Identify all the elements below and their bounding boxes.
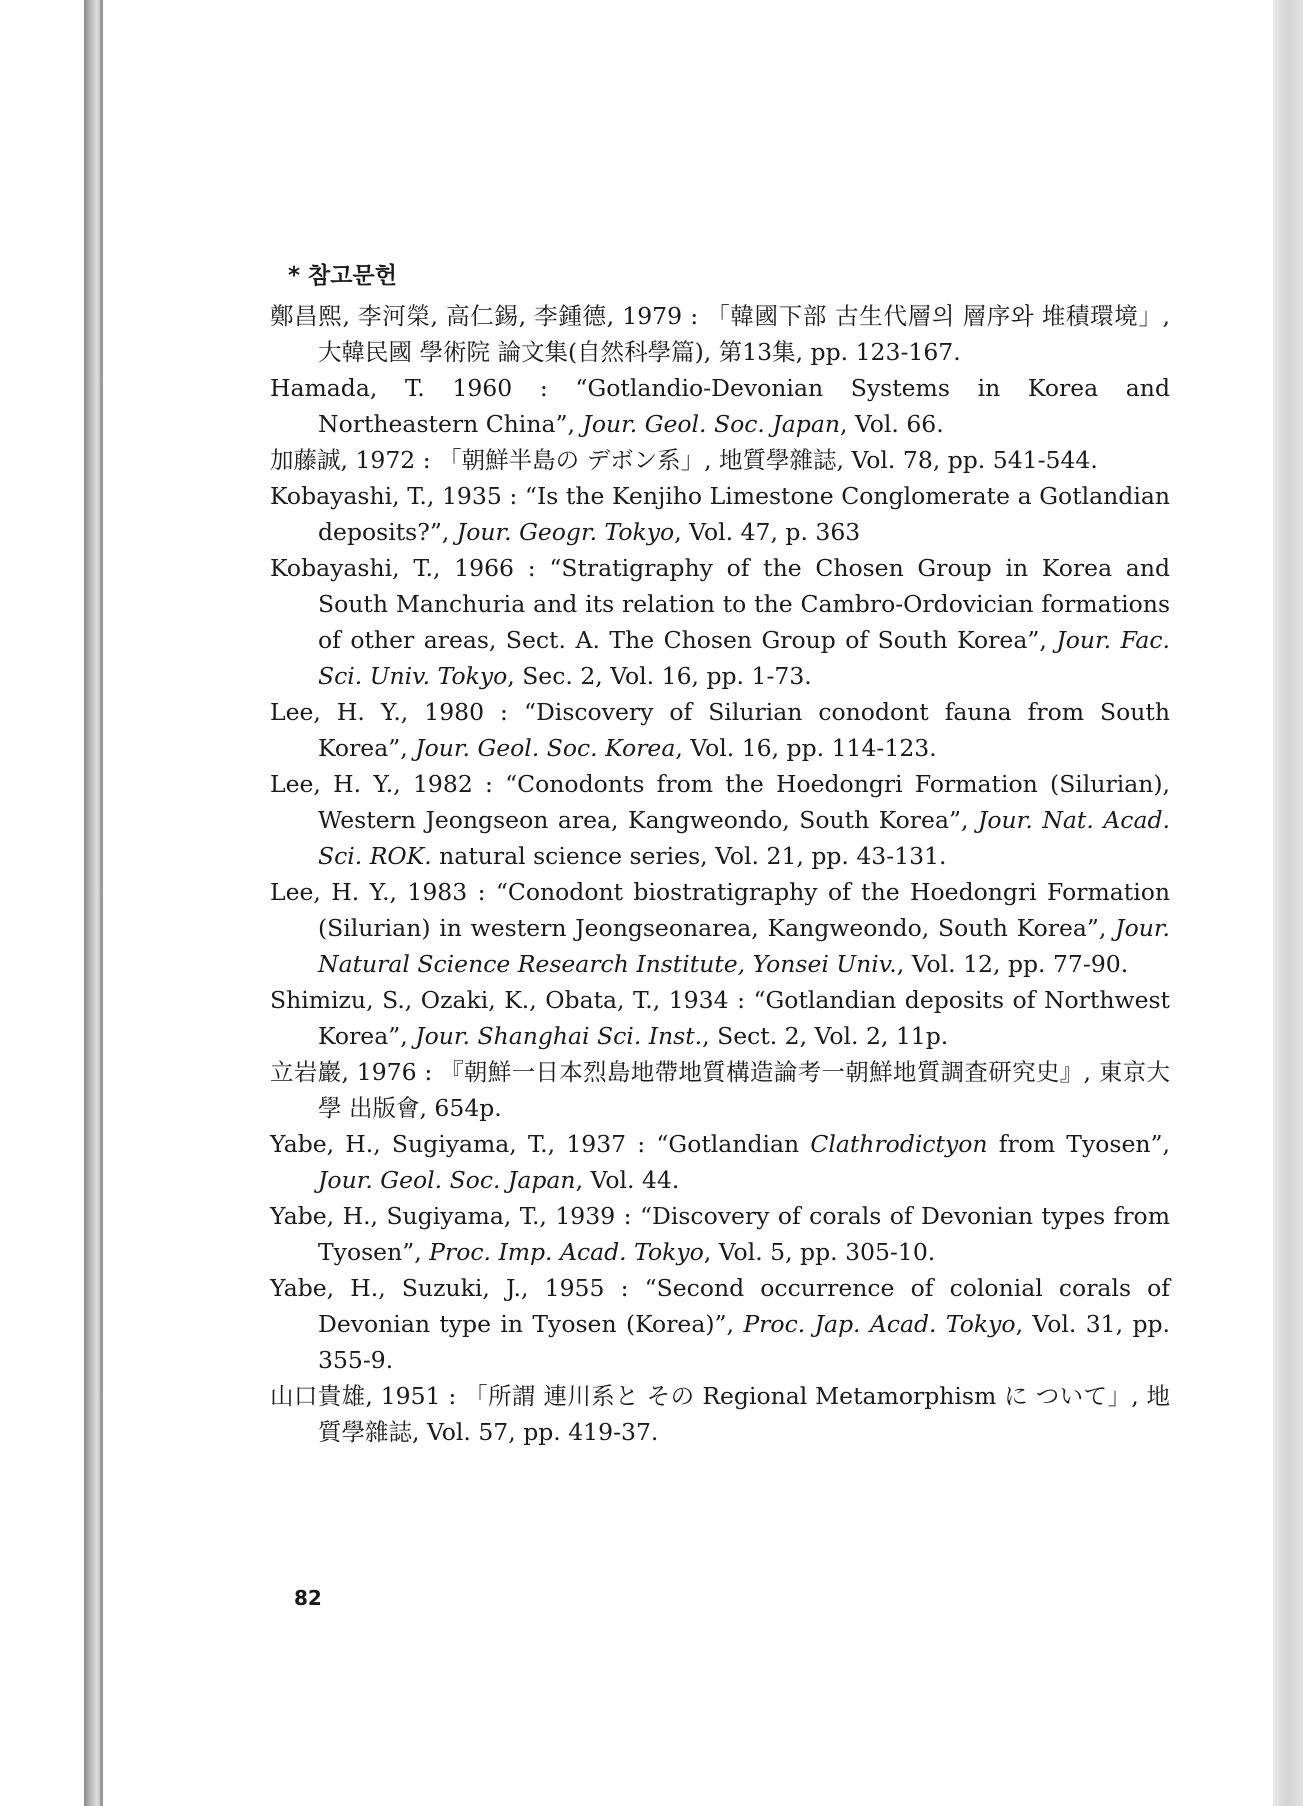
page-number: 82 [294,1586,322,1610]
reference-entry [270,442,1170,478]
reference-details: , Vol. 47, p. 363 [674,518,861,546]
reference-entry [270,874,1170,982]
reference-journal: Proc. Imp. Acad. Tokyo [429,1238,704,1266]
reference-entry [270,766,1170,874]
reference-text: 山口貴雄, 1951 : 「所謂 連川系と その Regional Metamorphism に ついて」, 地質學雜誌, Vol. 57, pp. 419-37. [270,1382,1170,1446]
reference-text: Yabe, H., Suzuki, J., 1955 : “Second occurrence of colonial corals of Devonian type in Tyosen (Korea)”, [270,1274,1170,1338]
page-right-shadow [1273,0,1303,1806]
reference-details: natural science series, Vol. 21, pp. 43-131. [431,842,947,870]
reference-entry [270,1054,1170,1126]
reference-journal: Jour. Nat. Acad. Sci. ROK. [318,806,1170,870]
reference-text: Yabe, H., Sugiyama, T., 1939 : “Discovery of corals of Devonian types from Tyosen”, [270,1202,1170,1266]
reference-journal: Proc. Jap. Acad. Tokyo [743,1310,1016,1338]
reference-details: , Sec. 2, Vol. 16, pp. 1-73. [507,662,812,690]
reference-entry [270,982,1170,1054]
reference-text: Lee, H. Y., 1982 : “Conodonts from the Hoedongri Formation (Silurian), Western Jeongseon area, Kangweondo, South Korea”, [270,770,1170,834]
references-heading: * 참고문헌 [288,263,397,289]
reference-details: , Vol. 5, pp. 305-10. [703,1238,936,1266]
reference-text: Shimizu, S., Ozaki, K., Obata, T., 1934 : “Gotlandian deposits of Northwest Korea”, [270,986,1170,1050]
reference-entry [270,478,1170,550]
reference-entry [270,1198,1170,1270]
reference-details: , Vol. 16, pp. 114-123. [675,734,937,762]
reference-journal: Jour. Geol. Soc. Korea [415,734,676,762]
reference-entry [270,694,1170,766]
reference-text: Lee, H. Y., 1983 : “Conodont biostratigraphy of the Hoedongri Formation (Silurian) in western Jeongseonarea, Kangweondo, South Korea”, [270,878,1170,942]
reference-details: , Vol. 12, pp. 77-90. [896,950,1129,978]
references-section [270,258,1170,1450]
reference-text: 加藤誠, 1972 : 「朝鮮半島の デボン系」, 地質學雜誌, Vol. 78, pp. 541-544. [270,446,1098,474]
reference-text: 鄭昌熙, 李河榮, 高仁錫, 李鍾德, 1979 : 「韓國下部 古生代層의 層序와 堆積環境」, 大韓民國 學術院 論文集(自然科學篇), 第13集, pp. 123-167. [270,302,1170,366]
reference-entry [270,550,1170,694]
reference-entry [270,1378,1170,1450]
reference-journal: Jour. Fac. Sci. Univ. Tokyo [318,626,1171,690]
reference-text: 立岩巖, 1976 : 『朝鮮一日本烈島地帶地質構造論考一朝鮮地質調査研究史』, 東京大學 出版會, 654p. [270,1058,1170,1122]
reference-journal: Jour. Geol. Soc. Japan [318,1166,576,1194]
reference-details: , Vol. 31, pp. 355-9. [318,1310,1171,1374]
reference-text: Lee, H. Y., 1980 : “Discovery of Silurian conodont fauna from South Korea”, [270,698,1170,762]
reference-text: Hamada, T. 1960 : “Gotlandio-Devonian Systems in Korea and Northeastern China”, [270,374,1170,438]
reference-details: , Vol. 44. [575,1166,680,1194]
reference-text: Kobayashi, T., 1966 : “Stratigraphy of the Chosen Group in Korea and South Manchuria and its relation to the Cambro-Ordovician formations of other areas, Sect. A. The Chosen Group of South Korea”, [270,554,1170,654]
reference-text: Kobayashi, T., 1935 : “Is the Kenjiho Limestone Conglomerate a Gotlandian deposits?”, [270,482,1170,546]
reference-journal: Jour. Natural Science Research Institute, Yonsei Univ. [318,914,1170,978]
reference-text: from Tyosen”, [987,1130,1170,1158]
reference-details: , Sect. 2, Vol. 2, 11p. [702,1022,949,1050]
reference-species: Clathrodictyon [810,1130,988,1158]
reference-journal: Jour. Geogr. Tokyo [456,518,675,546]
reference-entry [270,1126,1170,1198]
reference-journal: Jour. Geol. Soc. Japan [582,410,840,438]
reference-entry [270,370,1170,442]
reference-journal: Jour. Shanghai Sci. Inst. [415,1022,703,1050]
reference-entry [270,1270,1170,1378]
reference-details: , Vol. 66. [839,410,944,438]
reference-entry [270,298,1170,370]
reference-text: Yabe, H., Sugiyama, T., 1937 : “Gotlandian [270,1130,811,1158]
